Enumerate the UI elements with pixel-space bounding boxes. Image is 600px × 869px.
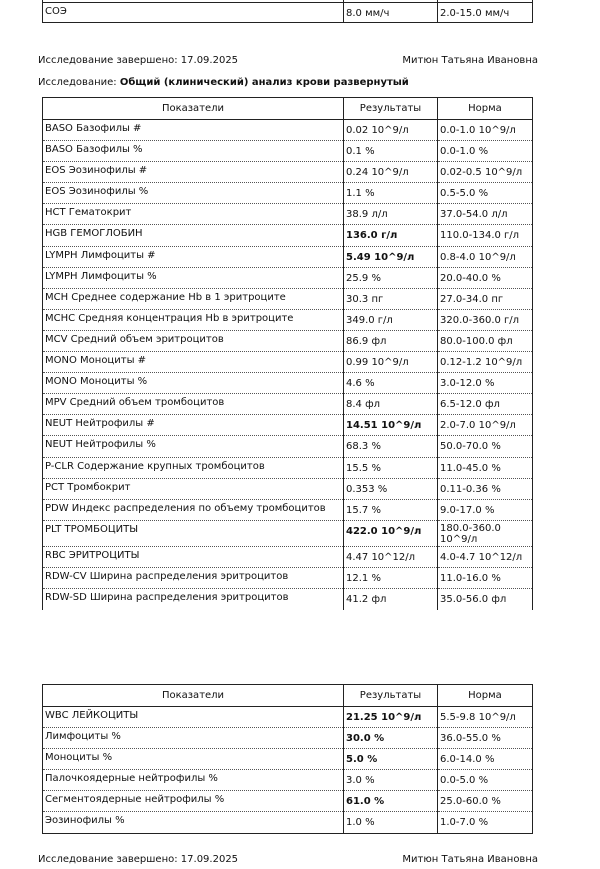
indicator-name: MONO Моноциты # (43, 352, 344, 373)
indicator-name: MCHC Средняя концентрация Hb в эритроците (43, 309, 344, 330)
indicator-name: MCV Средний объем эритроцитов (43, 330, 344, 351)
indicator-name: RBC ЭРИТРОЦИТЫ (43, 546, 344, 567)
table-row (43, 162, 533, 183)
indicator-result-abnormal: 61.0 % (344, 791, 438, 812)
completion-date: Исследование завершено: 17.09.2025 (38, 854, 239, 865)
indicator-name: Моноциты % (43, 749, 344, 770)
table-row (43, 3, 533, 23)
study-title-line (38, 77, 409, 88)
table-row (43, 330, 533, 351)
indicator-norm: 5.5-9.8 10^9/л (438, 707, 533, 728)
indicator-norm: 320.0-360.0 г/л (438, 309, 533, 330)
header-indicators: Показатели (43, 685, 344, 707)
indicator-name: PDW Индекс распределения по объему тромбоцитов (43, 499, 344, 520)
table-row (43, 520, 533, 546)
indicator-result: 0.24 10^9/л (344, 162, 438, 183)
table-row (43, 707, 533, 728)
indicator-name: NEUT Нейтрофилы # (43, 415, 344, 436)
indicator-result: 3.0 % (344, 770, 438, 791)
indicator-name: BASO Базофилы # (43, 120, 344, 141)
indicator-result: 12.1 % (344, 567, 438, 588)
indicator-result: 0.1 % (344, 141, 438, 162)
indicator-name: HCT Гематокрит (43, 204, 344, 225)
table-row (43, 457, 533, 478)
indicator-norm: 36.0-55.0 % (438, 728, 533, 749)
study-label: Исследование: (38, 77, 117, 88)
header-indicators: Показатели (43, 98, 344, 120)
indicator-norm: 2.0-7.0 10^9/л (438, 415, 533, 436)
indicator-result: 0.02 10^9/л (344, 120, 438, 141)
indicator-result: 4.47 10^12/л (344, 546, 438, 567)
indicator-name: Палочкоядерные нейтрофилы % (43, 770, 344, 791)
indicator-result: 86.9 фл (344, 330, 438, 351)
indicator-result: 41.2 фл (344, 588, 438, 609)
indicator-name: RDW-CV Ширина распределения эритроцитов (43, 567, 344, 588)
study-title: Общий (клинический) анализ крови развернутый (119, 77, 409, 88)
indicator-result: 68.3 % (344, 436, 438, 457)
esr-table (42, 0, 533, 23)
indicator-result: 4.6 % (344, 373, 438, 394)
indicator-result: 38.9 л/л (344, 204, 438, 225)
indicator-norm: 0.8-4.0 10^9/л (438, 246, 533, 267)
indicator-norm: 180.0-360.0 10^9/л (438, 520, 533, 546)
table-row (43, 183, 533, 204)
table-header-row (43, 98, 533, 120)
indicator-result-abnormal: 14.51 10^9/л (344, 415, 438, 436)
doctor-name: Митюн Татьяна Ивановна (402, 55, 538, 66)
completion-date: Исследование завершено: 17.09.2025 (38, 55, 239, 66)
indicator-name: Лимфоциты % (43, 728, 344, 749)
table-row (43, 770, 533, 791)
header-results: Результаты (344, 98, 438, 120)
indicator-norm: 6.0-14.0 % (438, 749, 533, 770)
completion-line (38, 55, 538, 66)
table-row (43, 309, 533, 330)
indicator-result: 8.0 мм/ч (344, 3, 438, 23)
indicator-result: 349.0 г/л (344, 309, 438, 330)
indicator-norm: 11.0-16.0 % (438, 567, 533, 588)
indicator-norm: 110.0-134.0 г/л (438, 225, 533, 246)
indicator-norm: 25.0-60.0 % (438, 791, 533, 812)
indicator-name: MPV Средний объем тромбоцитов (43, 394, 344, 415)
indicator-name: Сегментоядерные нейтрофилы % (43, 791, 344, 812)
table-row (43, 588, 533, 609)
indicator-name: EOS Эозинофилы # (43, 162, 344, 183)
indicator-result: 8.4 фл (344, 394, 438, 415)
indicator-result-abnormal: 30.0 % (344, 728, 438, 749)
table-row (43, 120, 533, 141)
indicator-result: 0.353 % (344, 478, 438, 499)
indicator-norm: 0.12-1.2 10^9/л (438, 352, 533, 373)
indicator-name: СОЭ (43, 3, 344, 23)
indicator-name: BASO Базофилы % (43, 141, 344, 162)
indicator-name: EOS Эозинофилы % (43, 183, 344, 204)
table-row (43, 791, 533, 812)
indicator-name: PCT Тромбокрит (43, 478, 344, 499)
indicator-result-abnormal: 422.0 10^9/л (344, 520, 438, 546)
indicator-name: MONO Моноциты % (43, 373, 344, 394)
indicator-name: P-CLR Содержание крупных тромбоцитов (43, 457, 344, 478)
indicator-result-abnormal: 21.25 10^9/л (344, 707, 438, 728)
cbc-table (42, 97, 533, 610)
indicator-norm: 6.5-12.0 фл (438, 394, 533, 415)
indicator-norm: 37.0-54.0 л/л (438, 204, 533, 225)
indicator-norm: 4.0-4.7 10^12/л (438, 546, 533, 567)
indicator-name: HGB ГЕМОГЛОБИН (43, 225, 344, 246)
indicator-name: PLT ТРОМБОЦИТЫ (43, 520, 344, 546)
indicator-result-abnormal: 5.0 % (344, 749, 438, 770)
table-row (43, 415, 533, 436)
indicator-result: 15.7 % (344, 499, 438, 520)
table-row (43, 141, 533, 162)
indicator-norm: 9.0-17.0 % (438, 499, 533, 520)
indicator-norm: 11.0-45.0 % (438, 457, 533, 478)
indicator-result-abnormal: 5.49 10^9/л (344, 246, 438, 267)
indicator-name: LYMPH Лимфоциты % (43, 267, 344, 288)
indicator-norm: 1.0-7.0 % (438, 812, 533, 833)
table-row (43, 436, 533, 457)
indicator-norm: 35.0-56.0 фл (438, 588, 533, 609)
indicator-result: 1.1 % (344, 183, 438, 204)
table-row (43, 288, 533, 309)
indicator-name: Эозинофилы % (43, 812, 344, 833)
indicator-norm: 0.0-5.0 % (438, 770, 533, 791)
table-row (43, 499, 533, 520)
table-row (43, 567, 533, 588)
header-norm: Норма (438, 98, 533, 120)
table-row (43, 749, 533, 770)
table-row (43, 812, 533, 833)
table-row (43, 478, 533, 499)
indicator-result: 0.99 10^9/л (344, 352, 438, 373)
table-row (43, 352, 533, 373)
table-row (43, 546, 533, 567)
indicator-result: 15.5 % (344, 457, 438, 478)
header-results: Результаты (344, 685, 438, 707)
table-row (43, 267, 533, 288)
table-header-row (43, 685, 533, 707)
indicator-norm: 2.0-15.0 мм/ч (438, 3, 533, 23)
indicator-norm: 0.11-0.36 % (438, 478, 533, 499)
doctor-name: Митюн Татьяна Ивановна (402, 854, 538, 865)
indicator-name: WBC ЛЕЙКОЦИТЫ (43, 707, 344, 728)
table-row (43, 225, 533, 246)
indicator-norm: 20.0-40.0 % (438, 267, 533, 288)
completion-line (38, 854, 538, 865)
indicator-norm: 0.5-5.0 % (438, 183, 533, 204)
wbc-table (42, 684, 533, 834)
indicator-result: 1.0 % (344, 812, 438, 833)
indicator-name: RDW-SD Ширина распределения эритроцитов (43, 588, 344, 609)
table-row (43, 373, 533, 394)
indicator-result-abnormal: 136.0 г/л (344, 225, 438, 246)
indicator-norm: 0.0-1.0 10^9/л (438, 120, 533, 141)
indicator-name: MCH Среднее содержание Hb в 1 эритроците (43, 288, 344, 309)
indicator-name: LYMPH Лимфоциты # (43, 246, 344, 267)
table-row (43, 394, 533, 415)
indicator-result: 30.3 пг (344, 288, 438, 309)
indicator-norm: 50.0-70.0 % (438, 436, 533, 457)
header-norm: Норма (438, 685, 533, 707)
indicator-norm: 0.02-0.5 10^9/л (438, 162, 533, 183)
table-row (43, 728, 533, 749)
table-row (43, 204, 533, 225)
indicator-result: 25.9 % (344, 267, 438, 288)
indicator-norm: 3.0-12.0 % (438, 373, 533, 394)
table-row (43, 246, 533, 267)
indicator-norm: 0.0-1.0 % (438, 141, 533, 162)
indicator-norm: 27.0-34.0 пг (438, 288, 533, 309)
indicator-norm: 80.0-100.0 фл (438, 330, 533, 351)
indicator-name: NEUT Нейтрофилы % (43, 436, 344, 457)
